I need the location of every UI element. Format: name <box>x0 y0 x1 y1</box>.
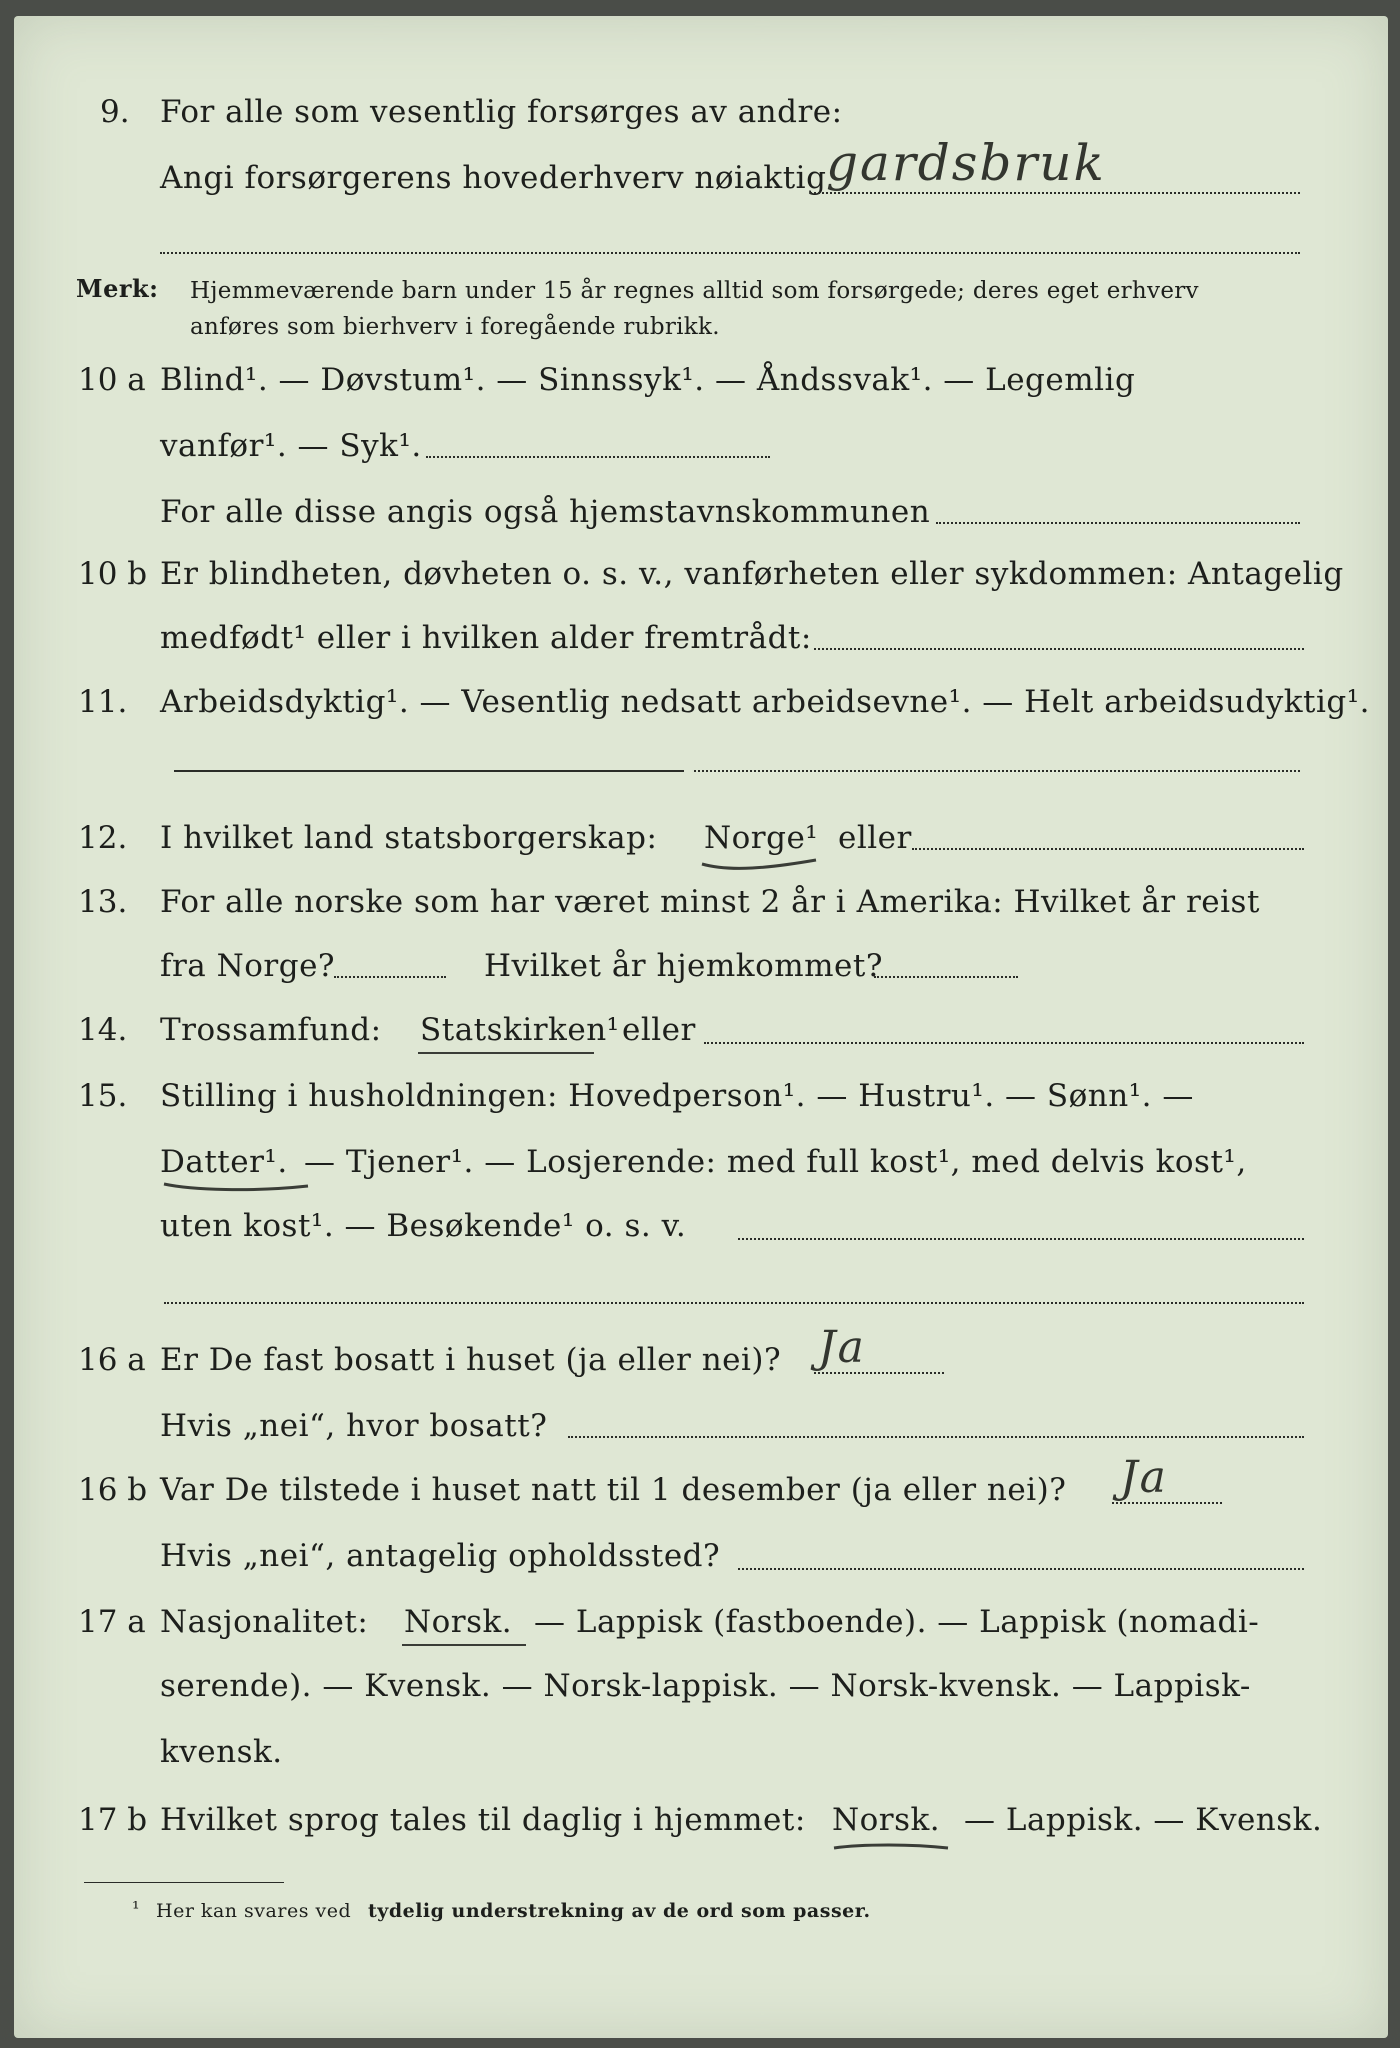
q10a-line3: For alle disse angis også hjemstavnskommunen <box>160 494 931 530</box>
q12-line1: I hvilket land statsborgerskap: <box>160 820 658 856</box>
q12-norge: Norge¹ <box>704 820 819 856</box>
footnote-rule <box>84 1882 284 1883</box>
q15-number: 15. <box>78 1078 128 1114</box>
q12-eller: eller <box>838 820 912 856</box>
q9-answer-line <box>810 192 1300 194</box>
q17a-norsk-underline <box>402 1644 526 1646</box>
q10b-number: 10 b <box>78 556 148 592</box>
q9-line2: Angi forsørgerens hovederhverv nøiaktig <box>160 160 827 196</box>
merk-line2: anføres som bierhverv i foregående rubrikk. <box>190 314 720 340</box>
q10b-dots <box>814 648 1304 650</box>
q13-dots-b <box>874 976 1018 978</box>
q9-handwritten-answer: gardsbruk <box>826 134 1106 192</box>
q14-eller: eller <box>622 1012 696 1048</box>
q17a-number: 17 a <box>78 1604 146 1640</box>
q14-label: Trossamfund: <box>160 1012 382 1048</box>
q16a-dots <box>814 1372 944 1374</box>
footnote-mark: ¹ <box>132 1898 141 1920</box>
q16a-line1: Er De fast bosatt i huset (ja eller nei)? <box>160 1342 782 1378</box>
q13-line1: For alle norske som har været minst 2 år i Amerika: Hvilket år reist <box>160 884 1260 920</box>
q17b-norsk: Norsk. <box>832 1802 941 1838</box>
merk-label: Merk: <box>76 274 159 303</box>
q13-dots-a <box>334 976 446 978</box>
q15-line1: Stilling i husholdningen: Hovedperson¹. — Hustru¹. — Sønn¹. — <box>160 1078 1194 1114</box>
q10a-number: 10 a <box>78 362 146 398</box>
q12-number: 12. <box>78 820 128 856</box>
q13-number: 13. <box>78 884 128 920</box>
q14-statskirken: Statskirken¹ <box>420 1012 620 1048</box>
q17a-line1: — Lappisk (fastboende). — Lappisk (nomadi- <box>534 1604 1260 1640</box>
q14-statskirken-underline <box>418 1052 594 1054</box>
q15-extra-line <box>164 1302 1304 1304</box>
q17a-line3: kvensk. <box>160 1734 283 1770</box>
q17a-norsk: Norsk. <box>404 1604 513 1640</box>
q17b-norsk-underline <box>832 1840 952 1858</box>
q11-line1: Arbeidsdyktig¹. — Vesentlig nedsatt arbeidsevne¹. — Helt arbeidsudyktig¹. <box>160 684 1371 720</box>
q16b-line1: Var De tilstede i huset natt til 1 desember (ja eller nei)? <box>160 1472 1067 1508</box>
q17a-line2: serende). — Kvensk. — Norsk-lappisk. — Norsk-kvensk. — Lappisk- <box>160 1668 1251 1704</box>
q17b-line2: — Lappisk. — Kvensk. <box>964 1802 1323 1838</box>
footnote-text1: Her kan svares ved <box>156 1900 352 1922</box>
q17a-label: Nasjonalitet: <box>160 1604 369 1640</box>
merk-line1: Hjemmeværende barn under 15 år regnes alltid som forsørgede; deres eget erhverv <box>190 278 1199 304</box>
q10a-line3-dots <box>936 522 1300 524</box>
footnote-text2: tydelig understrekning av de ord som passer. <box>368 1900 871 1922</box>
q13-line2a: fra Norge? <box>160 948 336 984</box>
q13-line2b: Hvilket år hjemkommet? <box>484 948 883 984</box>
q16a-handwritten-answer: Ja <box>818 1322 866 1373</box>
q16a-line2: Hvis „nei“, hvor bosatt? <box>160 1408 548 1444</box>
q15-datter: Datter¹. <box>160 1144 288 1180</box>
q10a-line2: vanfør¹. — Syk¹. <box>160 428 422 464</box>
q15-datter-underline <box>162 1180 312 1198</box>
q12-norge-underline <box>700 856 820 876</box>
q10a-line1: Blind¹. — Døvstum¹. — Sinnssyk¹. — Åndssvak¹. — Legemlig <box>160 362 1136 398</box>
q16b-number: 16 b <box>78 1472 148 1508</box>
q10b-line1: Er blindheten, døvheten o. s. v., vanførheten eller sykdommen: Antagelig <box>160 556 1344 592</box>
q15-line2: — Tjener¹. — Losjerende: med full kost¹, med delvis kost¹, <box>304 1144 1247 1180</box>
q17b-number: 17 b <box>78 1802 148 1838</box>
q10b-line2: medfødt¹ eller i hvilken alder fremtrådt: <box>160 620 812 656</box>
q11-number: 11. <box>78 684 128 720</box>
q16a-number: 16 a <box>78 1342 146 1378</box>
q9-number: 9. <box>100 94 130 130</box>
q17b-line1: Hvilket sprog tales til daglig i hjemmet: <box>160 1802 806 1838</box>
q16a-line2-dots <box>568 1436 1304 1438</box>
q12-dots <box>912 848 1304 850</box>
q16b-handwritten-answer: Ja <box>1120 1452 1168 1503</box>
q11-rule-a <box>174 770 684 772</box>
q16b-dots <box>1112 1502 1222 1504</box>
q16b-line2-dots <box>738 1568 1304 1570</box>
q10a-line2-dots <box>426 456 770 458</box>
q14-dots <box>704 1042 1304 1044</box>
q14-number: 14. <box>78 1012 128 1048</box>
q11-rule-b <box>694 770 1300 772</box>
q16b-line2: Hvis „nei“, antagelig opholdssted? <box>160 1538 721 1574</box>
q15-dots <box>738 1238 1304 1240</box>
census-form-page <box>14 16 1388 2038</box>
q9-line1: For alle som vesentlig forsørges av andre: <box>160 94 843 130</box>
q9-extra-line <box>160 252 1300 254</box>
q15-line3: uten kost¹. — Besøkende¹ o. s. v. <box>160 1208 687 1244</box>
